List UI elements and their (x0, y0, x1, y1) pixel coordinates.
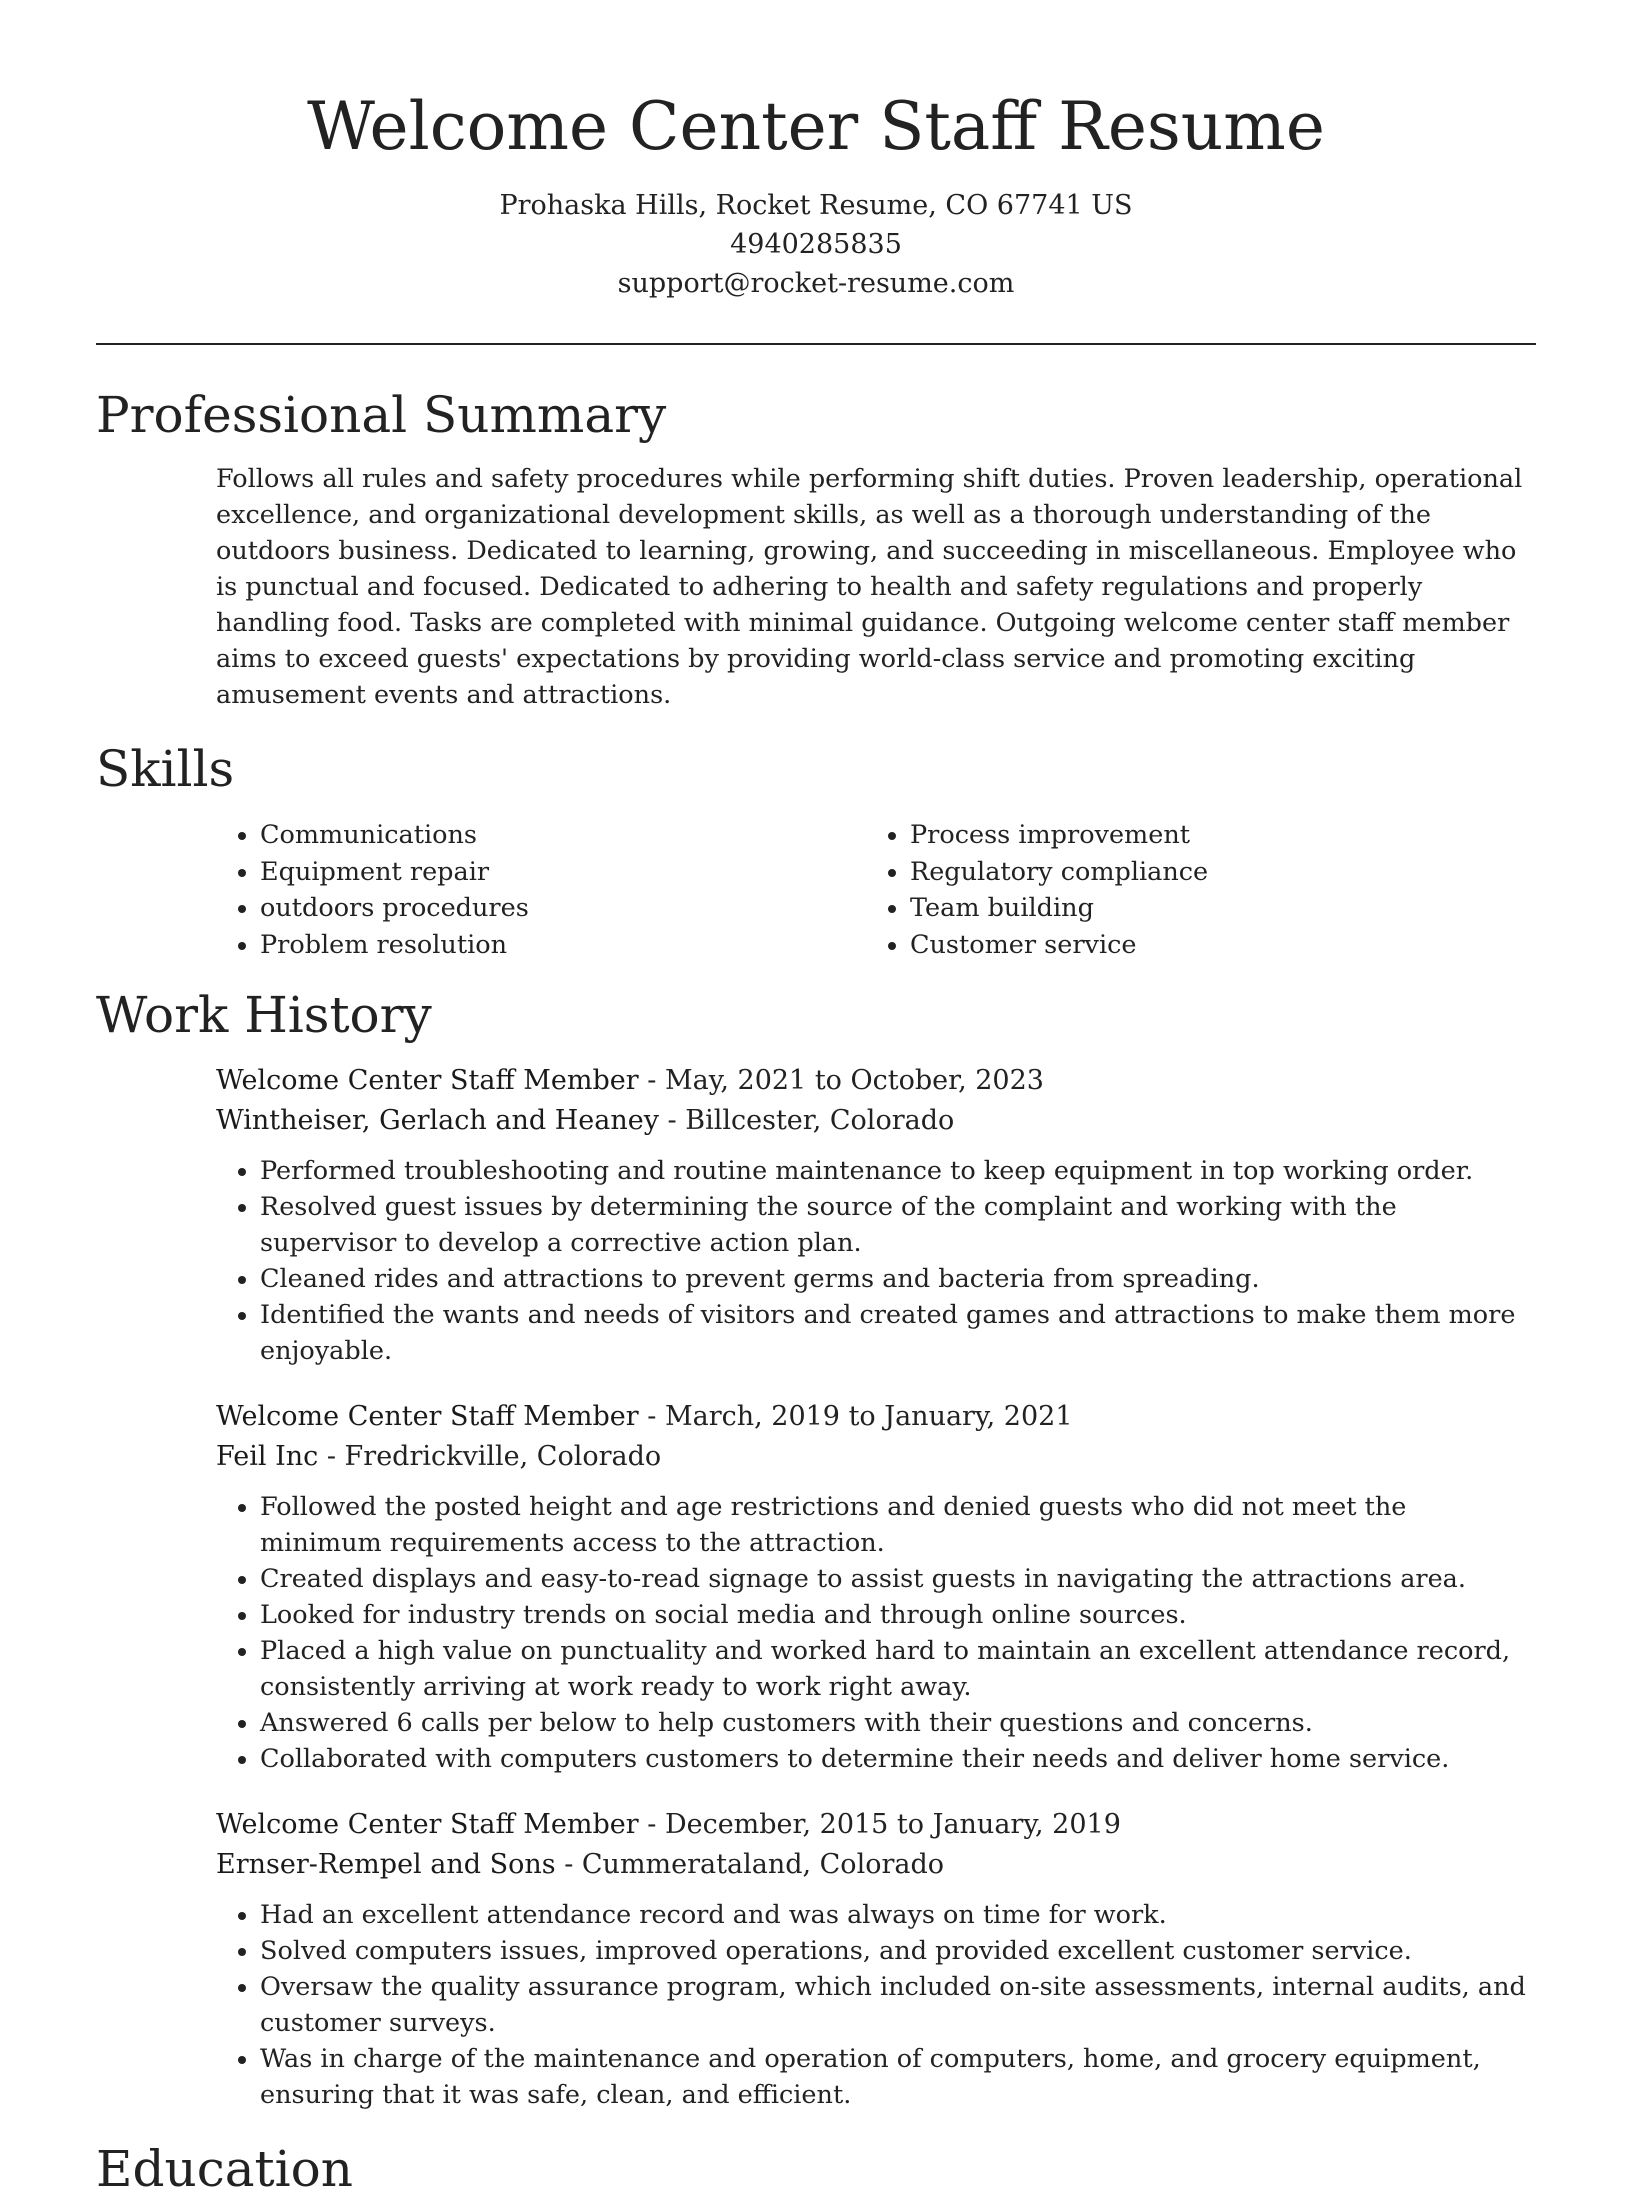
contact-email: support@rocket-resume.com (617, 268, 1015, 299)
job-bullet: • Identified the wants and needs of visitors and created games and attractions to make them more enjoyable. (260, 1297, 1536, 1369)
job-bullet: • Collaborated with computers customers to determine their needs and deliver home service. (260, 1741, 1536, 1777)
job-entry (216, 1805, 1536, 2113)
job-company: Ernser-Rempel and Sons (216, 1849, 556, 1880)
job-dates: - March, 2019 to January, 2021 (638, 1401, 1073, 1432)
section-title-summary: Professional Summary (96, 386, 667, 444)
job-entry (216, 1061, 1536, 1369)
job-company-line (216, 1101, 1536, 1141)
job-company: Feil Inc (216, 1441, 319, 1472)
job-bullet: • Looked for industry trends on social media and through online sources. (260, 1597, 1536, 1633)
job-company: Wintheiser, Gerlach and Heaney (216, 1105, 659, 1136)
job-role: Welcome Center Staff Member (216, 1065, 639, 1096)
job-bullets (216, 1489, 1536, 1777)
job-bullet: • Answered 6 calls per below to help customers with their questions and concerns. (260, 1705, 1536, 1741)
contact-block (96, 186, 1536, 303)
resume-page (96, 0, 1536, 2201)
section-title-skills: Skills (96, 740, 235, 798)
job-company-line (216, 1845, 1536, 1885)
job-location: - Cummerataland, Colorado (555, 1849, 944, 1880)
skills-column-left (216, 817, 866, 963)
job-bullet: • Had an excellent attendance record and was always on time for work. (260, 1897, 1536, 1933)
resume-name: Welcome Center Staff Resume (307, 88, 1325, 165)
skill-item: • Regulatory compliance (910, 854, 1516, 891)
job-bullet: • Followed the posted height and age restrictions and denied guests who did not meet the minimum requirements access to the attraction. (260, 1489, 1536, 1561)
job-location: - Billcester, Colorado (658, 1105, 955, 1136)
job-role: Welcome Center Staff Member (216, 1809, 639, 1840)
contact-phone: 4940285835 (730, 229, 902, 260)
job-entry (216, 1397, 1536, 1777)
section-title-work-history: Work History (96, 986, 432, 1044)
job-title-line (216, 1805, 1536, 1845)
job-bullet: • Was in charge of the maintenance and operation of computers, home, and grocery equipment, ensuring that it was safe, clean, and efficient. (260, 2041, 1536, 2113)
job-location: - Fredrickville, Colorado (318, 1441, 662, 1472)
skill-item: • Customer service (910, 927, 1516, 964)
job-dates: - May, 2021 to October, 2023 (638, 1065, 1044, 1096)
skills-column-right (866, 817, 1516, 963)
job-bullet: • Performed troubleshooting and routine maintenance to keep equipment in top working order. (260, 1153, 1536, 1189)
skill-item: • Team building (910, 890, 1516, 927)
job-bullet: • Placed a high value on punctuality and worked hard to maintain an excellent attendance record, consistently arriving at work ready to work right away. (260, 1633, 1536, 1705)
job-bullets (216, 1153, 1536, 1369)
job-title-line (216, 1397, 1536, 1437)
skill-item: • Problem resolution (260, 927, 866, 964)
section-title-education: Education (96, 2140, 353, 2198)
job-bullets (216, 1897, 1536, 2113)
job-bullet: • Solved computers issues, improved operations, and provided excellent customer service. (260, 1933, 1536, 1969)
skill-item: • Equipment repair (260, 854, 866, 891)
summary-text: Follows all rules and safety procedures while performing shift duties. Proven leadership, operational excellence, and organizational development skills, as well as a thorough understanding of the outdoors business. Dedicated to learning, growing, and succeeding in miscellaneous. Employee who is punctual and focused. Dedicated to adhering to health and safety regulations and properly handling food. Tasks are completed with minimal guidance. Outgoing welcome center staff member aims to exceed guests' expectations by providing world-class service and promoting exciting amusement events and attractions. (216, 464, 1523, 710)
job-role: Welcome Center Staff Member (216, 1401, 639, 1432)
job-bullet: • Oversaw the quality assurance program, which included on-site assessments, internal audits, and customer surveys. (260, 1969, 1536, 2041)
job-dates: - December, 2015 to January, 2019 (638, 1809, 1121, 1840)
skills-list (216, 817, 1536, 963)
resume-header (96, 0, 1536, 303)
skill-item: • outdoors procedures (260, 890, 866, 927)
job-bullet: • Resolved guest issues by determining the source of the complaint and working with the supervisor to develop a corrective action plan. (260, 1189, 1536, 1261)
skill-item: • Communications (260, 817, 866, 854)
job-title-line (216, 1061, 1536, 1101)
job-bullet: • Created displays and easy-to-read signage to assist guests in navigating the attractions area. (260, 1561, 1536, 1597)
job-bullet: • Cleaned rides and attractions to prevent germs and bacteria from spreading. (260, 1261, 1536, 1297)
contact-address: Prohaska Hills, Rocket Resume, CO 67741 US (499, 190, 1133, 221)
job-company-line (216, 1437, 1536, 1477)
header-divider (96, 343, 1536, 345)
skill-item: • Process improvement (910, 817, 1516, 854)
